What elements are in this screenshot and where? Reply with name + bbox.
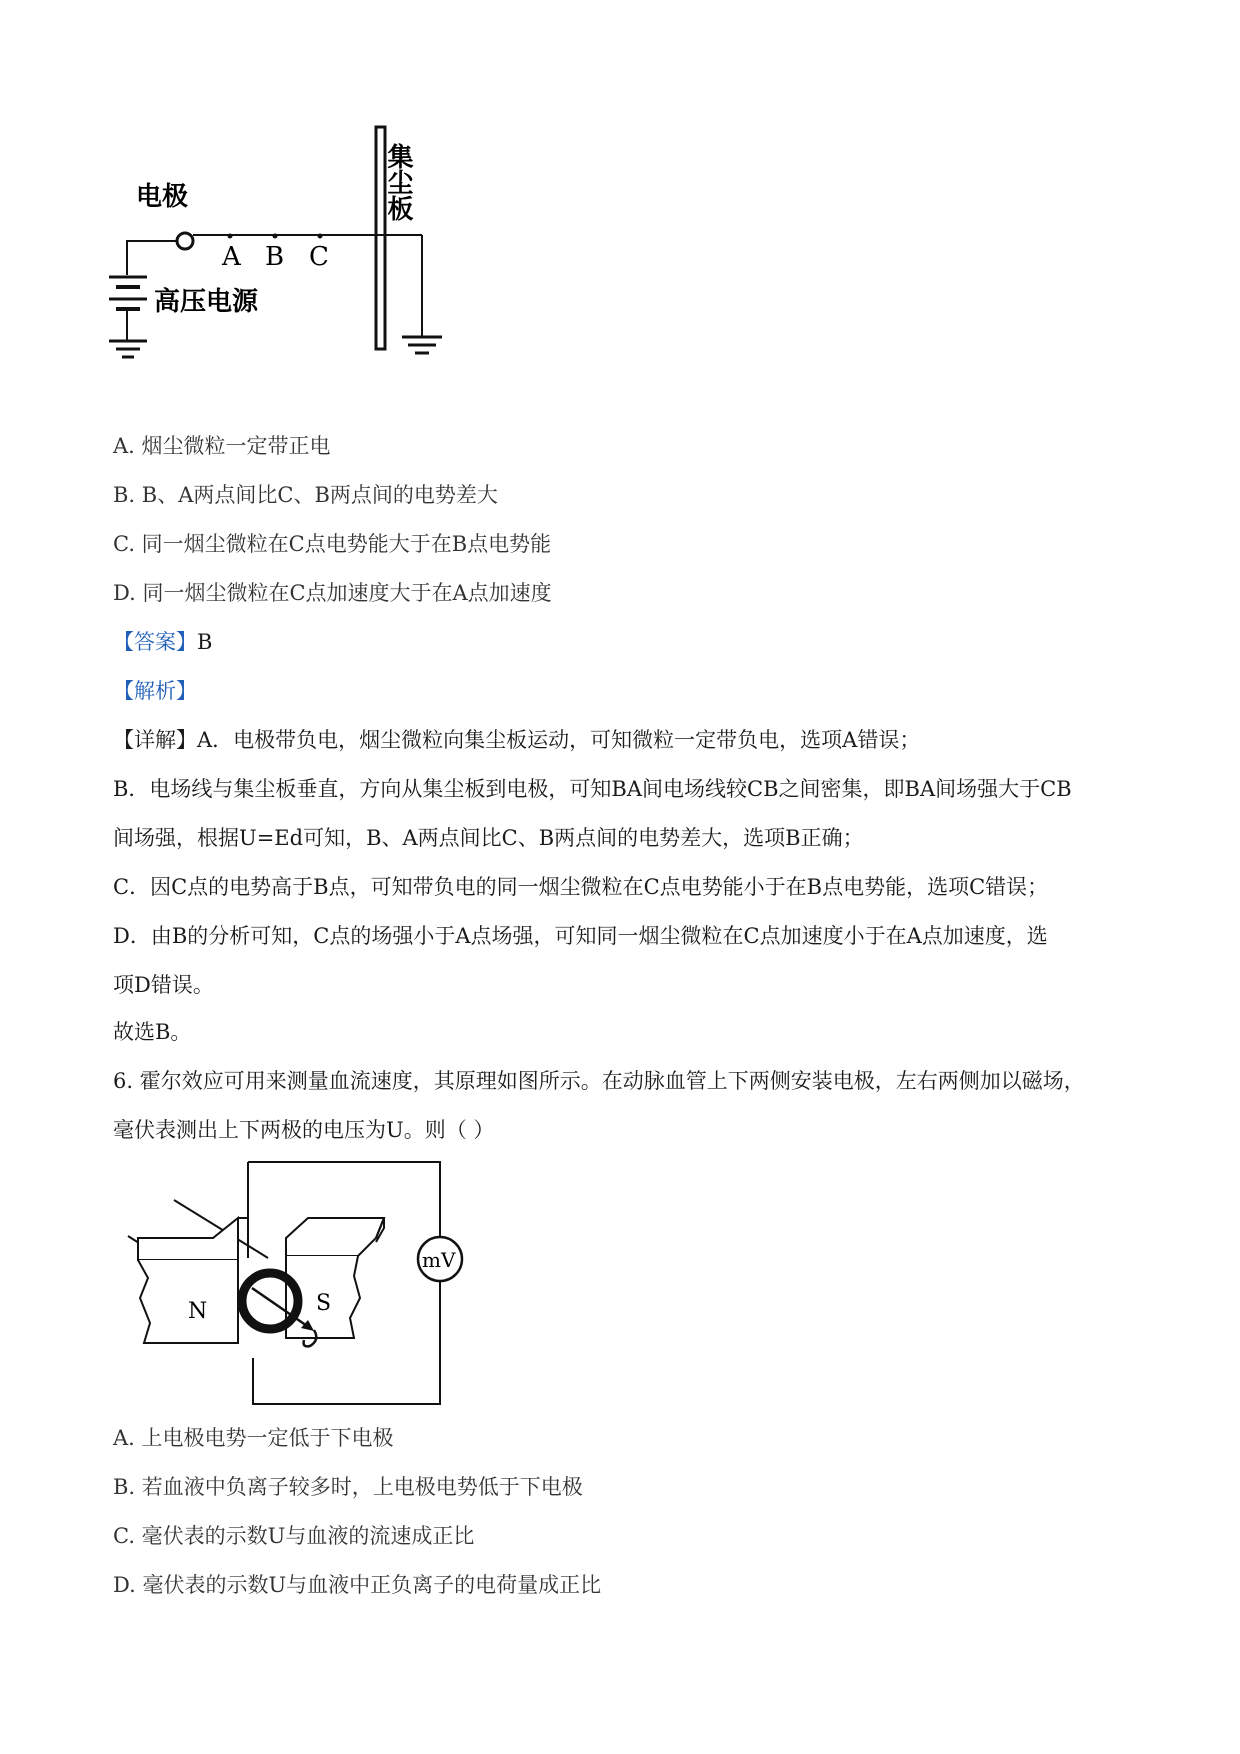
north-pole-label: N [188, 1299, 208, 1324]
q6-stem-line-2: 毫伏表测出上下两极的电压为U。则（ ） [113, 1118, 495, 1142]
power-source-label: 高压电源 [154, 287, 259, 317]
electrode [177, 233, 193, 249]
electrode-label: 电极 [136, 182, 189, 212]
conclusion-line: 故选B。 [113, 1020, 192, 1044]
point-c-label: C [309, 242, 329, 272]
detail-line-3: 间场强，根据U=Ed可知，B、A两点间比C、B两点间的电势差大，选项B正确； [113, 826, 864, 850]
q6-stem-line-1: 6. 霍尔效应可用来测量血流速度，其原理如图所示。在动脉血管上下两侧安装电极，左右两侧加以磁场， [113, 1069, 1085, 1093]
hall-effect-diagram [118, 1158, 478, 1408]
detail-line-1: 【详解】A．电极带负电，烟尘微粒向集尘板运动，可知微粒一定带负电，选项A错误； [113, 728, 921, 752]
precipitator-diagram [100, 105, 460, 410]
analysis-tag: 【解析】 [113, 679, 197, 703]
q6-option-a: A. 上电极电势一定低于下电极 [113, 1426, 394, 1450]
point-a-label: A [222, 242, 241, 272]
detail-tag: 【详解】 [113, 728, 197, 752]
detail-line-2: B．电场线与集尘板垂直，方向从集尘板到电极，可知BA间电场线较CB之间密集，即BA间场强大于CB [113, 777, 1072, 801]
answer-value: B [197, 630, 213, 654]
south-pole-label: S [316, 1291, 332, 1316]
q6-option-d: D. 毫伏表的示数U与血液中正负离子的电荷量成正比 [113, 1573, 602, 1597]
collector-plate-label: 集尘板 [383, 143, 413, 221]
q5-option-b: B. B、A两点间比C、B两点间的电势差大 [113, 483, 498, 507]
q6-option-c: C. 毫伏表的示数U与血液的流速成正比 [113, 1524, 475, 1548]
answer-tag: 【答案】 [113, 630, 197, 654]
q5-option-c: C. 同一烟尘微粒在C点电势能大于在B点电势能 [113, 532, 552, 556]
q5-option-d: D. 同一烟尘微粒在C点加速度大于在A点加速度 [113, 581, 552, 605]
detail-line-4: C．因C点的电势高于B点，可知带负电的同一烟尘微粒在C点电势能小于在B点电势能，选项C错误； [113, 875, 1049, 899]
q5-option-a: A. 烟尘微粒一定带正电 [113, 434, 331, 458]
meter-label: mV [422, 1248, 456, 1272]
point-b-label: B [265, 242, 285, 272]
detail-line-5: D．由B的分析可知，C点的场强小于A点场强，可知同一烟尘微粒在C点加速度小于在A点加速度，选 [113, 924, 1048, 948]
q6-option-b: B. 若血液中负离子较多时，上电极电势低于下电极 [113, 1475, 583, 1499]
answer-line [113, 628, 212, 656]
detail-line-6: 项D错误。 [113, 973, 214, 997]
